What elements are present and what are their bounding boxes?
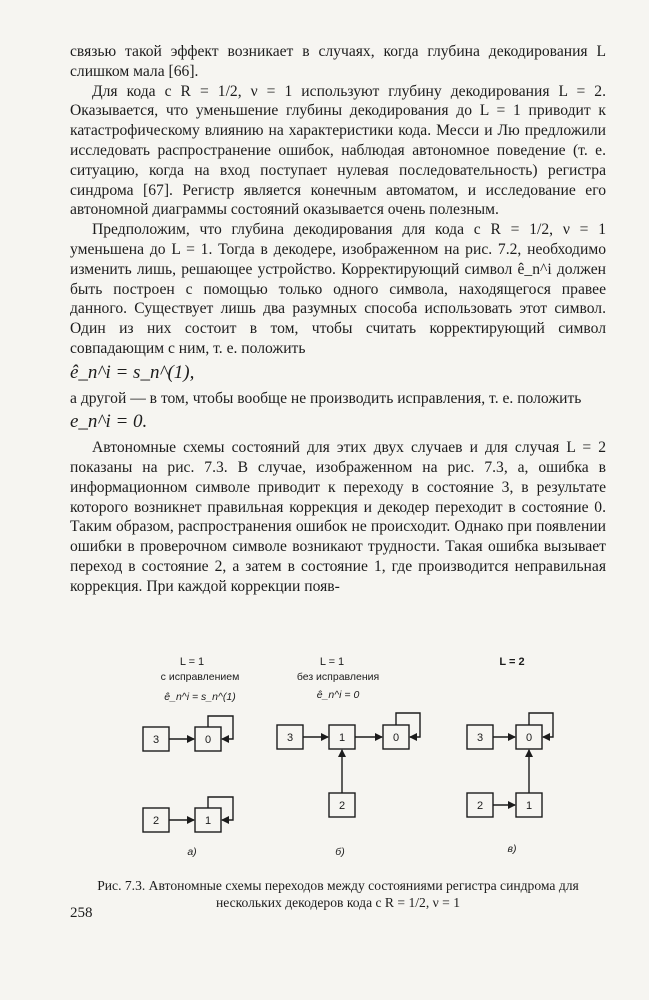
figure-caption: Рис. 7.3. Автономные схемы переходов между состояниями регистра синдрома для нескольких декодеров кода с R = 1/2, ν = 1	[97, 878, 579, 910]
state-label: 3	[152, 734, 160, 746]
paragraph-5: Автономные схемы состояний для этих двух случаев и для случая L = 2 показаны на рис. 7.3. В случае, изображенном на рис. 7.3, а, ошибка в информационном символе приводит к переходу в состояние 3, в результате которого возникнет правильная коррекция и декодер переходит в состояние 0. Таким образом, распространения ошибок не происходит. Однако при появлении ошибки в проверочном символе возникают трудности. Такая ошибка вызывает переход в состояние 2, а затем в состояние 1, где производится неправильная коррекция. При каждой коррекции появ-	[70, 439, 606, 595]
state-label: 3	[476, 732, 484, 744]
paragraph-1: связью такой эффект возникает в случаях, когда глубина декодирования L слишком мала [66].	[70, 43, 606, 80]
paragraph-4: а другой — в том, чтобы вообще не производить исправления, т. е. положить	[70, 389, 582, 407]
state-diagrams	[120, 650, 600, 865]
diagram-b	[277, 656, 420, 858]
diagram-b-subtitle: без исправления	[296, 671, 380, 683]
state-label: 2	[152, 815, 160, 827]
diagram-b-label: б)	[335, 846, 345, 858]
diagram-a-label: а)	[187, 846, 197, 858]
diagram-c-title: L = 2	[499, 656, 525, 668]
diagram-a-title: L = 1	[179, 656, 205, 668]
formula-corrective-symbol: ê_n^i = s_n^(1),	[70, 361, 195, 383]
state-label: 0	[392, 732, 400, 744]
figure-7-3	[120, 650, 600, 865]
state-label: 1	[525, 800, 533, 812]
state-label: 2	[476, 800, 484, 812]
body-text	[70, 42, 606, 597]
state-label: 0	[525, 732, 533, 744]
state-label: 2	[338, 800, 346, 812]
formula-no-correction: e_n^i = 0.	[70, 411, 148, 433]
diagram-a	[143, 656, 239, 858]
page-number: 258	[70, 905, 93, 921]
state-label: 3	[286, 732, 294, 744]
diagram-c	[467, 656, 553, 855]
state-label: 1	[204, 815, 212, 827]
paragraph-3: Предположим, что глубина декодирования для кода с R = 1/2, ν = 1 уменьшена до L = 1. Тогда в декодере, изображенном на рис. 7.2, необходимо изменить лишь, решающее устройство. Корректирующий символ ê_n^i должен быть построен с помощью только одного символа, находящегося правее данного. Существует лишь два разумных способа использовать этот символ. Один из них состоит в том, чтобы считать корректирующий символ совпадающим с ним, т. е. положить	[70, 221, 606, 357]
paragraph-2: Для кода с R = 1/2, ν = 1 используют глубину декодирования L = 2. Оказывается, что уменьшение глубины декодирования до L = 1 приводит к катастрофическому влиянию на характеристики кода. Месси и Лю предложили исследовать распространение ошибок, наблюдая автономное поведение (т. е. ситуацию, когда на вход поступает нулевая последовательность) регистра синдрома [67]. Регистр является конечным автоматом, и исследование его автономной диаграммы состояний оказывается очень полезным.	[70, 82, 606, 219]
diagram-b-title: L = 1	[319, 656, 345, 668]
diagram-b-formula: ê_n^i = 0	[316, 689, 360, 701]
state-label: 0	[204, 734, 212, 746]
state-label: 1	[338, 732, 346, 744]
diagram-a-subtitle: с исправлением	[160, 671, 240, 683]
diagram-a-formula: ê_n^i = s_n^(1)	[164, 691, 236, 703]
diagram-c-label: в)	[507, 843, 517, 855]
